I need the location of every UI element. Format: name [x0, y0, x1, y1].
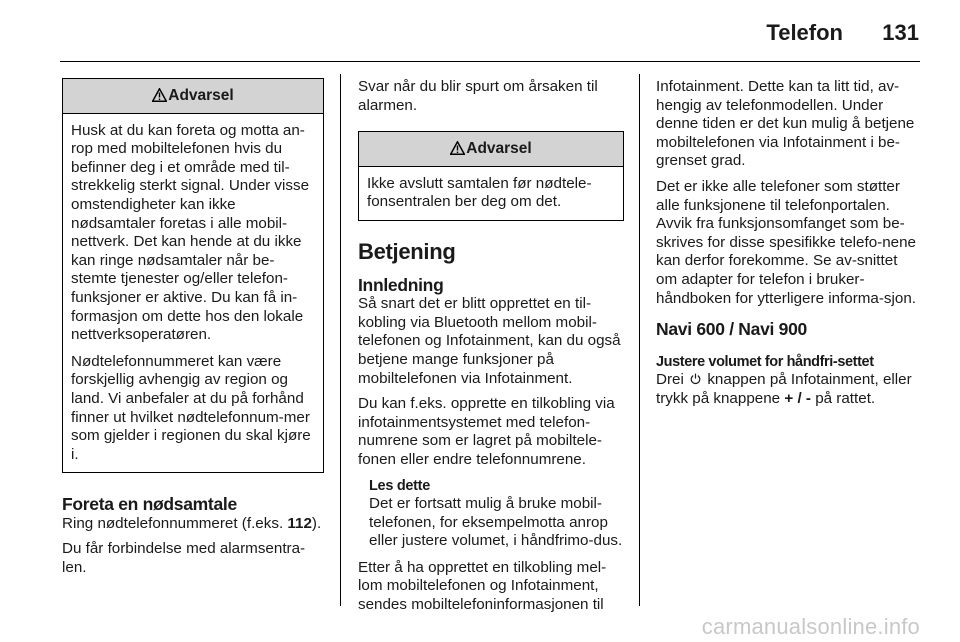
section-heading: Foreta en nødsamtale [62, 494, 237, 515]
note [369, 477, 624, 551]
text: knappen på Infotainment, eller trykk på knappene [656, 371, 912, 407]
warning-header [63, 79, 323, 114]
warning-triangle-icon [152, 88, 167, 102]
emergency-number: 112 [287, 514, 312, 532]
text: Ring nødtelefonnummeret (f.eks. [62, 514, 284, 532]
section-heading: Navi 600 / Navi 900 [656, 319, 807, 340]
paragraph: Du kan f.eks. opprette en tilkobling via infotainmentsystemet med telefon-numrene som er lagret på mobiltele-fonen eller endre telefonnumrene. [358, 395, 615, 468]
page-header [0, 14, 960, 50]
column-divider-1 [340, 74, 341, 606]
warning-title: Advarsel [168, 87, 234, 104]
volume-keys: + / - [784, 389, 811, 407]
paragraph: Så snart det er blitt opprettet en til-kobling via Bluetooth mellom mobil-telefonen og Infotainment, kan du også betjene mange funksjoner på mobiltelefonen via Infotainment. [358, 295, 621, 387]
page-title: Telefon [766, 20, 843, 45]
note-text: Det er fortsatt mulig å bruke mobil-telefonen, for eksempelmotta anrop eller justere volumet, i håndfrimo-dus. [369, 495, 623, 550]
section-heading: Innledning [358, 274, 444, 295]
paragraph: Svar når du blir spurt om årsaken til alarmen. [358, 78, 598, 114]
paragraph [62, 515, 324, 534]
column-2 [358, 78, 624, 622]
note-title: Les dette [369, 477, 430, 494]
warning-triangle-icon [450, 141, 465, 155]
paragraph: Det er ikke alle telefoner som støtter alle funksjonene til telefonportalen. Avvik fra funksjonsomfanget som be-skrives for disse spesifikke telefo-nene kan derfor forekomme. Se av-snittet om adapter for telefon i bruker-håndboken for ytterligere informa-sjon. [656, 177, 917, 307]
paragraph: Etter å ha opprettet en tilkobling mel-lom mobiltelefonen og Infotainment, sendes mobiltelefoninformasjonen til [358, 558, 607, 614]
warning-paragraph: Nødtelefonnummeret kan være forskjellig avhengig av region og land. Vi anbefaler at du på forhånd finner ut hvilket nødtelefonnum-mer som gjelder i regionen du skal kjøre i. [71, 352, 311, 463]
column-1 [62, 78, 324, 585]
warning-title: Advarsel [466, 140, 532, 158]
warning-paragraph: Ikke avslutt samtalen før nødtele-fonsentralen ber deg om det. [367, 174, 592, 211]
text: ). [311, 514, 322, 532]
watermark: carmanualsonline.info [701, 614, 920, 639]
warning-box [358, 131, 624, 221]
warning-body [359, 167, 623, 220]
warning-box [62, 78, 324, 473]
paragraph: Infotainment. Dette kan ta litt tid, av-hengig av telefonmodellen. Under denne tiden er det kun mulig å betjene mobiltelefonen via Infotainment i be-grenset grad. [656, 78, 915, 170]
header-rule [60, 61, 920, 62]
warning-header [359, 132, 623, 167]
power-knob-icon [690, 373, 701, 385]
text: på rattet. [815, 389, 876, 407]
column-divider-2 [639, 74, 640, 606]
warning-body [63, 114, 323, 473]
paragraph: Du får forbindelse med alarmsentra-len. [62, 540, 306, 577]
warning-paragraph: Husk at du kan foreta og motta an-rop med mobiltelefonen hvis du befinner deg i et område med til-strekkelig sterkt signal. Under visse omstendigheter kan ikke nødsamtaler foretas i alle mobil-nettverk. Det kan hende at du ikke kan ringe nødsamtaler når be-stemte tjenester og/eller telefon-funksjoner er aktive. Du kan få in-formasjon om dette hos den lokale nettverksoperatøren. [71, 121, 310, 344]
subsection-heading: Justere volumet for håndfri-settet [656, 353, 874, 370]
paragraph [656, 371, 922, 408]
chapter-heading: Betjening [358, 238, 456, 264]
page-number: 131 [882, 20, 919, 45]
column-3 [656, 78, 922, 416]
text: Drei [656, 371, 684, 389]
